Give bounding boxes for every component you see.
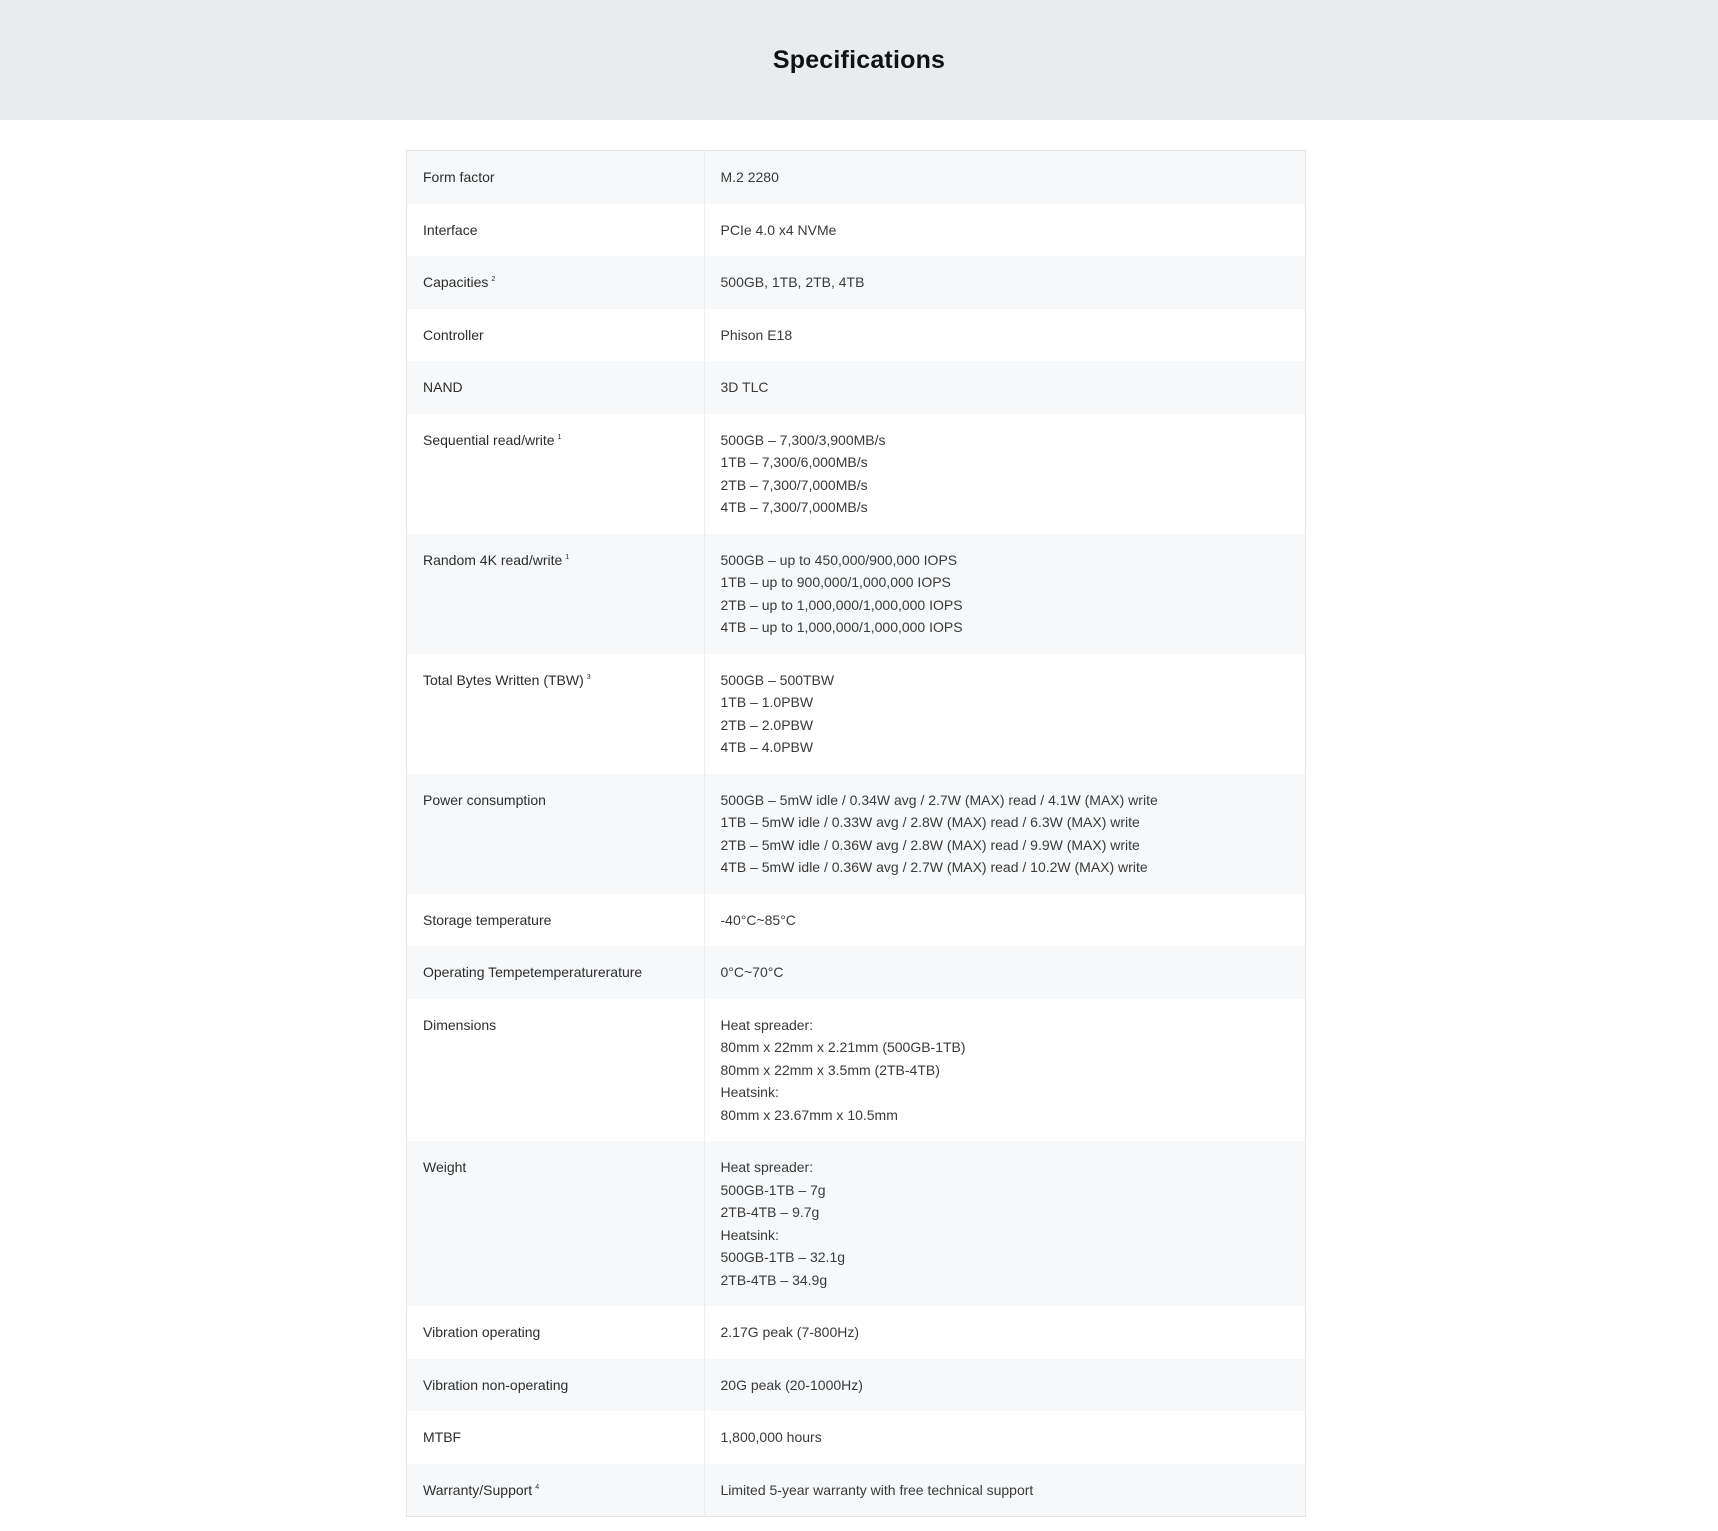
spec-value-cell (704, 1359, 1305, 1412)
spec-value-line: 3D TLC (720, 379, 769, 395)
spec-label-cell (407, 1464, 704, 1517)
spec-value-line: 80mm x 22mm x 2.21mm (500GB-1TB) (720, 1039, 966, 1055)
spec-label: Sequential read/write (423, 431, 555, 448)
spec-label: Power consumption (423, 791, 546, 808)
spec-value-line: 1TB – 7,300/6,000MB/s (720, 454, 868, 470)
spec-label-cell (407, 361, 704, 414)
spec-value-line: 4TB – up to 1,000,000/1,000,000 IOPS (720, 619, 963, 635)
spec-row (407, 1359, 1305, 1412)
spec-label: Total Bytes Written (TBW) (423, 671, 584, 688)
spec-value-line: Heatsink: (720, 1084, 779, 1100)
spec-value-line: 500GB, 1TB, 2TB, 4TB (720, 274, 865, 290)
spec-value-line: 2TB – 7,300/7,000MB/s (720, 476, 868, 493)
spec-value-line: Heatsink: (720, 1226, 779, 1243)
spec-label-cell (407, 1359, 704, 1412)
spec-value-line: 500GB – 7,300/3,900MB/s (720, 431, 886, 448)
spec-row (407, 1141, 1305, 1306)
page-header (0, 0, 1718, 120)
spec-row (407, 204, 1305, 257)
spec-value-line: 2TB – 5mW idle / 0.36W avg / 2.8W (MAX) read / 9.9W (MAX) write (720, 836, 1140, 853)
spec-label-cell (407, 1306, 704, 1359)
spec-value-cell (704, 654, 1305, 774)
spec-value-line: 500GB – up to 450,000/900,000 IOPS (720, 551, 958, 568)
spec-label: NAND (423, 379, 463, 395)
spec-label: Weight (423, 1159, 467, 1175)
spec-value-line: 4TB – 4.0PBW (720, 739, 814, 755)
spec-value-line: 500GB-1TB – 7g (720, 1181, 826, 1198)
spec-value-cell (704, 946, 1305, 999)
spec-label-cell (407, 894, 704, 947)
spec-value-line: 80mm x 23.67mm x 10.5mm (720, 1106, 898, 1123)
spec-value-line: 2.17G peak (7-800Hz) (720, 1324, 860, 1340)
specifications-table-container (406, 150, 1306, 1517)
spec-value-line: 1TB – 1.0PBW (720, 694, 814, 710)
spec-row (407, 414, 1305, 534)
spec-value-line: 2TB-4TB – 9.7g (720, 1204, 820, 1220)
spec-label: Vibration operating (423, 1324, 541, 1340)
spec-label: Storage temperature (423, 911, 552, 928)
spec-label: Vibration non-operating (423, 1376, 569, 1393)
spec-label: MTBF (423, 1429, 462, 1445)
spec-value-line: Phison E18 (720, 326, 793, 343)
spec-row (407, 534, 1305, 654)
spec-value-cell (704, 999, 1305, 1142)
spec-label: Operating Tempetemperaturerature (423, 964, 643, 980)
spec-value-cell (704, 774, 1305, 894)
spec-value-cell (704, 151, 1305, 204)
spec-value-cell (704, 1306, 1305, 1359)
footnote-marker: 1 (565, 553, 570, 561)
spec-label-cell (407, 204, 704, 257)
spec-row (407, 1464, 1305, 1517)
spec-value-line: 500GB – 5mW idle / 0.34W avg / 2.7W (MAX) read / 4.1W (MAX) write (720, 791, 1158, 808)
spec-label: Capacities (423, 274, 489, 290)
spec-label-cell (407, 999, 704, 1142)
spec-label: Controller (423, 326, 484, 343)
spec-value-cell (704, 309, 1305, 362)
spec-value-line: 2TB – 2.0PBW (720, 716, 814, 733)
spec-value-line: 500GB – 500TBW (720, 671, 835, 688)
spec-value-line: 0°C~70°C (720, 964, 784, 980)
spec-value-cell (704, 1464, 1305, 1517)
spec-value-line: 1TB – up to 900,000/1,000,000 IOPS (720, 574, 951, 590)
spec-value-line: 20G peak (20-1000Hz) (720, 1376, 863, 1393)
spec-value-cell (704, 534, 1305, 654)
spec-row (407, 946, 1305, 999)
spec-value-cell (704, 256, 1305, 309)
footnote-marker: 1 (557, 433, 562, 441)
spec-value-line: 500GB-1TB – 32.1g (720, 1249, 846, 1265)
spec-label-cell (407, 309, 704, 362)
spec-value-line: 80mm x 22mm x 3.5mm (2TB-4TB) (720, 1061, 940, 1078)
spec-value-line: Heat spreader: (720, 1159, 814, 1175)
spec-label-cell (407, 534, 704, 654)
spec-value-cell (704, 1141, 1305, 1306)
spec-row (407, 1306, 1305, 1359)
spec-row (407, 894, 1305, 947)
footnote-marker: 2 (491, 276, 496, 283)
spec-label-cell (407, 946, 704, 999)
spec-label-cell (407, 256, 704, 309)
spec-value-line: 4TB – 5mW idle / 0.36W avg / 2.7W (MAX) read / 10.2W (MAX) write (720, 859, 1148, 875)
spec-value-cell (704, 1411, 1305, 1464)
spec-value-line: 4TB – 7,300/7,000MB/s (720, 499, 868, 515)
spec-row (407, 999, 1305, 1142)
spec-value-cell (704, 894, 1305, 947)
spec-value-line: Heat spreader: (720, 1016, 814, 1033)
spec-row (407, 256, 1305, 309)
spec-value-cell (704, 204, 1305, 257)
spec-value-line: Limited 5-year warranty with free technical support (720, 1481, 1034, 1498)
spec-value-line: -40°C~85°C (720, 911, 796, 928)
spec-row (407, 1411, 1305, 1464)
spec-value-cell (704, 414, 1305, 534)
spec-label-cell (407, 654, 704, 774)
spec-row (407, 774, 1305, 894)
spec-value-line: 1TB – 5mW idle / 0.33W avg / 2.8W (MAX) read / 6.3W (MAX) write (720, 814, 1140, 830)
footnote-marker: 3 (586, 673, 591, 681)
spec-label-cell (407, 1411, 704, 1464)
spec-label-cell (407, 1141, 704, 1306)
spec-row (407, 361, 1305, 414)
spec-value-line: 2TB – up to 1,000,000/1,000,000 IOPS (720, 596, 963, 613)
spec-label: Dimensions (423, 1016, 497, 1033)
spec-label: Interface (423, 221, 478, 238)
spec-value-line: 1,800,000 hours (720, 1429, 822, 1445)
specifications-table-body (407, 151, 1305, 1516)
spec-label: Warranty/Support (423, 1481, 533, 1498)
specifications-table (407, 151, 1305, 1516)
spec-label-cell (407, 414, 704, 534)
footnote-marker: 4 (535, 1483, 540, 1491)
page-title: Specifications (772, 45, 946, 74)
spec-row (407, 309, 1305, 362)
spec-row (407, 151, 1305, 204)
spec-label: Form factor (423, 169, 495, 185)
spec-value-line: 2TB-4TB – 34.9g (720, 1271, 828, 1288)
spec-value-line: M.2 2280 (720, 169, 779, 185)
spec-row (407, 654, 1305, 774)
spec-label-cell (407, 151, 704, 204)
spec-value-cell (704, 361, 1305, 414)
spec-label-cell (407, 774, 704, 894)
spec-value-line: PCIe 4.0 x4 NVMe (720, 221, 837, 238)
spec-label: Random 4K read/write (423, 551, 563, 568)
